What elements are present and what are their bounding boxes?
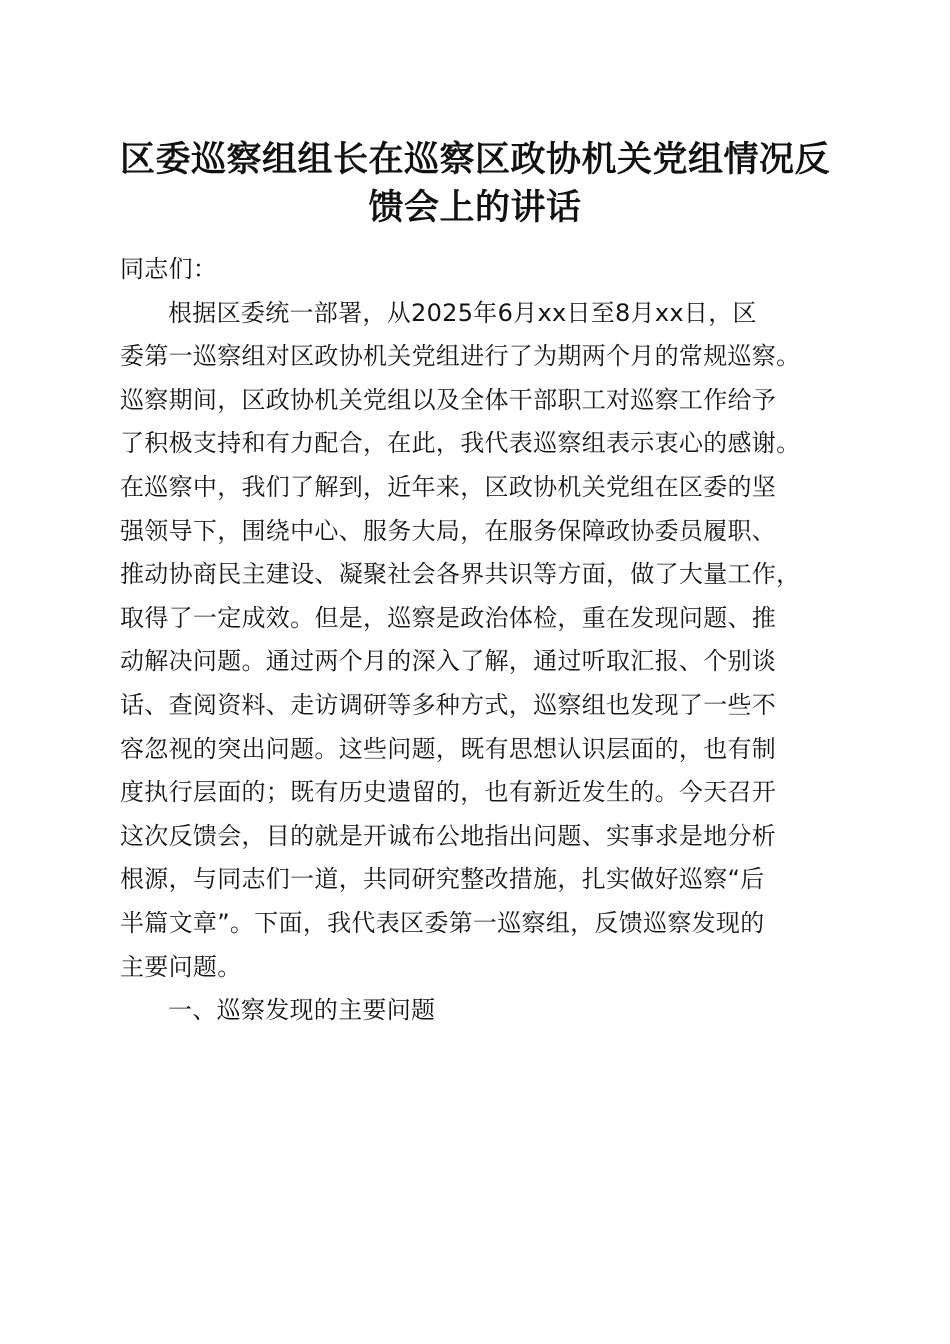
paragraph-line: 推动协商民主建设、凝聚社会各界共识等方面，做了大量工作， xyxy=(120,560,801,589)
paragraph-line: 根据区委统一部署，从2025年6月xx日至8月xx日，区 xyxy=(168,298,757,327)
document-body xyxy=(120,248,834,1033)
paragraph-line: 取得了一定成效。但是，巡察是政治体检，重在发现问题、推 xyxy=(120,603,777,632)
paragraph-line: 度执行层面的；既有历史遗留的，也有新近发生的。今天召开 xyxy=(120,778,777,807)
salutation: 同志们： xyxy=(120,255,218,283)
document-title xyxy=(100,136,850,232)
paragraph-line: 主要问题。 xyxy=(120,952,242,981)
paragraph-line: 半篇文章”。下面，我代表区委第一巡察组，反馈巡察发现的 xyxy=(120,908,765,937)
paragraph-line: 巡察期间，区政协机关党组以及全体干部职工对巡察工作给予 xyxy=(120,385,777,414)
section-heading: 一、巡察发现的主要问题 xyxy=(168,996,436,1025)
title-line: 区委巡察组组长在巡察区政协机关党组情况反 xyxy=(119,139,830,180)
body-paragraph xyxy=(120,292,834,990)
paragraph-line: 动解决问题。通过两个月的深入了解，通过听取汇报、个别谈 xyxy=(120,647,777,676)
paragraph-line: 话、查阅资料、走访调研等多种方式，巡察组也发现了一些不 xyxy=(120,690,777,719)
paragraph-line: 了积极支持和有力配合，在此，我代表巡察组表示衷心的感谢。 xyxy=(120,429,801,458)
paragraph-line: 在巡察中，我们了解到，近年来，区政协机关党组在区委的坚 xyxy=(120,472,777,501)
title-line: 馈会上的讲话 xyxy=(368,187,582,228)
paragraph-line: 这次反馈会，目的就是开诚布公地指出问题、实事求是地分析 xyxy=(120,821,777,850)
paragraph-line: 强领导下，围绕中心、服务大局，在服务保障政协委员履职、 xyxy=(120,516,777,545)
paragraph-line: 委第一巡察组对区政协机关党组进行了为期两个月的常规巡察。 xyxy=(120,342,801,371)
paragraph-line: 容忽视的突出问题。这些问题，既有思想认识层面的，也有制 xyxy=(120,734,777,763)
paragraph-line: 根源，与同志们一道，共同研究整改措施，扎实做好巡察“后 xyxy=(120,865,765,894)
